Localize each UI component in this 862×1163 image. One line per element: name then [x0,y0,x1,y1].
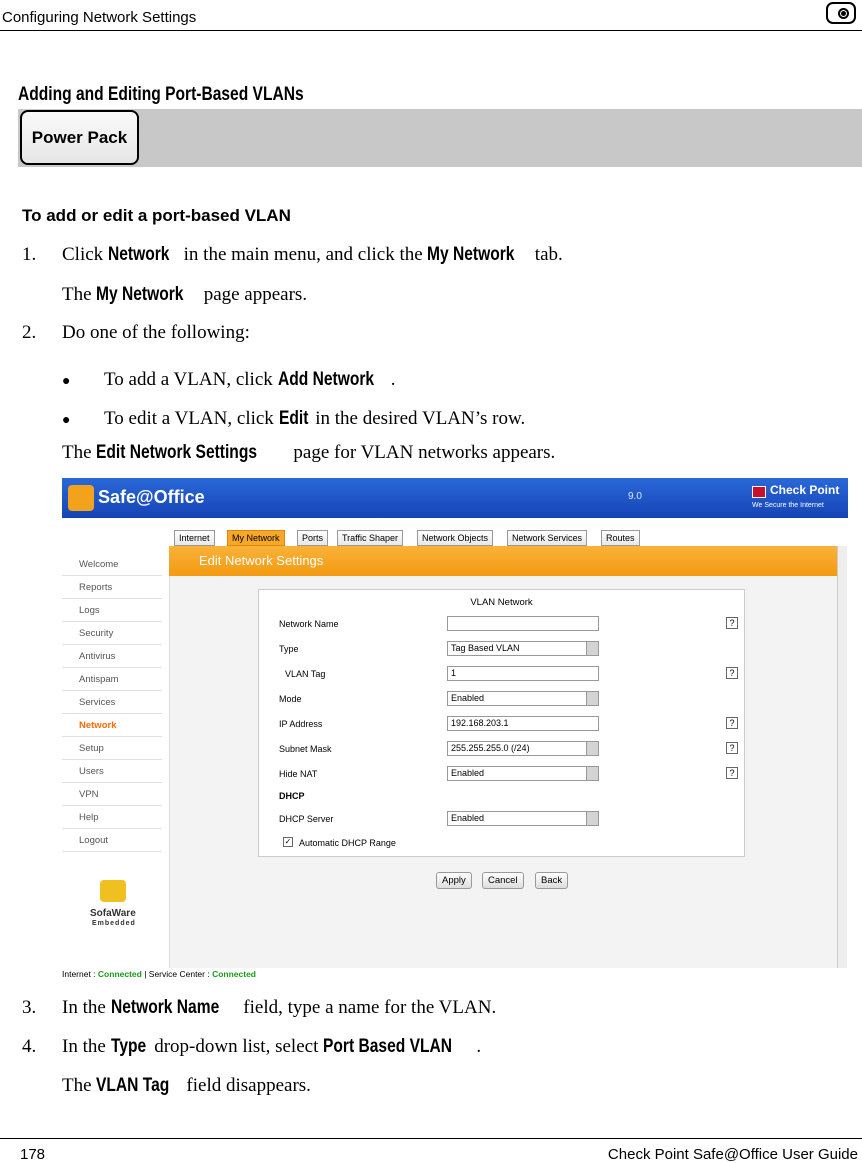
apply-button[interactable]: Apply [436,872,472,889]
text: In the [62,997,111,1018]
text: field, type a name for the VLAN. [238,997,497,1018]
text: The [62,1075,97,1096]
step-2-result [62,442,555,464]
network-name-input[interactable] [447,616,599,631]
vlan-tag-input[interactable]: 1 [447,666,599,681]
dhcp-server-label: DHCP Server [279,814,334,824]
nav-logs[interactable]: Logs [62,601,162,622]
ui-term: Add Network [277,369,374,390]
help-icon[interactable]: ? [726,617,738,629]
nav-help[interactable]: Help [62,808,162,829]
ui-term: My Network [96,284,184,305]
nav-antivirus[interactable]: Antivirus [62,647,162,668]
step-1 [22,244,563,266]
help-icon[interactable]: ? [726,667,738,679]
ip-address-input[interactable]: 192.168.203.1 [447,716,599,731]
tab-network-objects[interactable]: Network Objects [417,530,493,546]
mode-value: Enabled [451,693,485,703]
auto-dhcp-checkbox[interactable]: ✓ [284,837,292,846]
type-select[interactable] [447,641,599,656]
nav-antispam[interactable]: Antispam [62,670,162,691]
help-icon[interactable]: ? [726,742,738,754]
guide-title: Check Point Safe@Office User Guide [607,1146,858,1163]
bullet-icon: ● [62,413,71,428]
subnet-mask-select[interactable] [447,741,599,756]
hide-nat-select[interactable] [447,766,599,781]
ui-term: My Network [427,244,515,265]
text: page for VLAN networks appears. [288,442,556,463]
ui-term: Type [110,1036,146,1057]
text: The [62,284,97,305]
mode-label: Mode [279,694,302,704]
help-icon[interactable]: ? [726,767,738,779]
chevron-down-icon [586,642,598,655]
vendor-sub-label: Embedded [92,920,136,927]
type-value: Tag Based VLAN [451,643,520,653]
text: In the [62,1036,111,1057]
internet-status-value: Connected [97,969,142,979]
version-label: 9.0 [628,491,642,502]
panel-title: VLAN Network [470,597,533,608]
nav-logout[interactable]: Logout [62,831,162,852]
chevron-down-icon [586,742,598,755]
footer-divider [0,1138,862,1139]
bullet-edit [62,408,525,430]
text: . [390,369,396,390]
nav-users[interactable]: Users [62,762,162,783]
check-point-logo-icon [752,486,766,498]
vlan-tag-label: VLAN Tag [285,669,326,679]
ui-term: Port Based VLAN [323,1036,453,1057]
network-name-label: Network Name [279,619,339,629]
chevron-down-icon [586,812,598,825]
nav-services[interactable]: Services [62,693,162,714]
vlan-network-panel [258,589,745,857]
ui-term: Network [107,244,170,265]
step-4-result [62,1075,311,1097]
subnet-mask-label: Subnet Mask [279,744,332,754]
ui-term: Edit Network Settings [96,442,258,463]
power-pack-badge: Power Pack [20,110,139,165]
eye-icon [826,2,856,24]
step-2 [22,322,250,344]
text: . [476,1036,482,1057]
step-number: 1. [22,244,37,265]
chevron-down-icon [586,767,598,780]
page-number: 178 [20,1146,46,1163]
text: To edit a VLAN, click [104,408,279,429]
section-title: Adding and Editing Port-Based VLANs [18,84,304,105]
status-bar [62,969,256,979]
step-4 [22,1036,481,1058]
chevron-down-icon [586,692,598,705]
dhcp-server-value: Enabled [451,813,485,823]
text: To add a VLAN, click [104,369,278,390]
bullet-icon: ● [62,374,71,389]
ui-term: Network Name [110,997,219,1018]
mode-select[interactable] [447,691,599,706]
nav-reports[interactable]: Reports [62,578,162,599]
back-button[interactable]: Back [535,872,568,889]
service-center-value: Connected [212,969,256,979]
text: The [62,442,97,463]
vendor-label: SofaWare [90,908,136,919]
text: page appears. [198,284,308,305]
nav-setup[interactable]: Setup [62,739,162,760]
internet-status-label: Internet : [62,969,98,979]
nav-vpn[interactable]: VPN [62,785,162,806]
app-logo: Safe@Office [98,487,205,507]
safe-office-logo-icon [68,485,94,511]
tab-routes[interactable]: Routes [601,530,640,546]
bullet-add [62,369,395,391]
brand-label: Check Point [770,483,840,497]
running-header: Configuring Network Settings [2,9,197,26]
scrollbar[interactable] [837,546,847,968]
sofaware-logo-icon [100,880,126,902]
text: in the desired VLAN’s row. [310,408,526,429]
hide-nat-label: Hide NAT [279,769,318,779]
hide-nat-value: Enabled [451,768,485,778]
tab-ports[interactable]: Ports [297,530,328,546]
tab-my-network[interactable]: My Network [227,530,285,546]
brand-tagline: We Secure the Internet [752,502,824,509]
nav-welcome[interactable]: Welcome [62,555,162,576]
page-title: Edit Network Settings [169,546,847,576]
ip-address-label: IP Address [279,719,323,729]
tab-internet[interactable]: Internet [174,530,215,546]
dhcp-heading: DHCP [279,791,305,801]
text: Do one of the following: [62,322,250,343]
step-1-result [62,284,307,306]
auto-dhcp-label: Automatic DHCP Range [299,838,396,848]
text: in the main menu, and click the [178,244,428,265]
power-pack-bar [18,109,862,167]
text: drop-down list, select [149,1036,324,1057]
text: Click [62,244,108,265]
ui-term: Edit [278,408,308,429]
cancel-button[interactable]: Cancel [482,872,524,889]
step-number: 2. [22,322,37,343]
tab-traffic-shaper[interactable]: Traffic Shaper [337,530,403,546]
step-3 [22,997,496,1019]
procedure-title: To add or edit a port-based VLAN [22,206,291,225]
text: tab. [530,244,563,265]
type-label: Type [279,644,299,654]
text: field disappears. [181,1075,311,1096]
step-number: 3. [22,997,37,1018]
dhcp-server-select[interactable] [447,811,599,826]
subnet-mask-value: 255.255.255.0 (/24) [451,743,530,753]
tab-network-services[interactable]: Network Services [507,530,587,546]
service-center-label: | Service Center : [141,969,213,979]
header-divider [0,30,862,31]
ui-term: VLAN Tag [96,1075,170,1096]
nav-security[interactable]: Security [62,624,162,645]
help-icon[interactable]: ? [726,717,738,729]
nav-network[interactable]: Network [62,716,162,737]
step-number: 4. [22,1036,37,1057]
edit-network-screenshot [62,478,848,981]
